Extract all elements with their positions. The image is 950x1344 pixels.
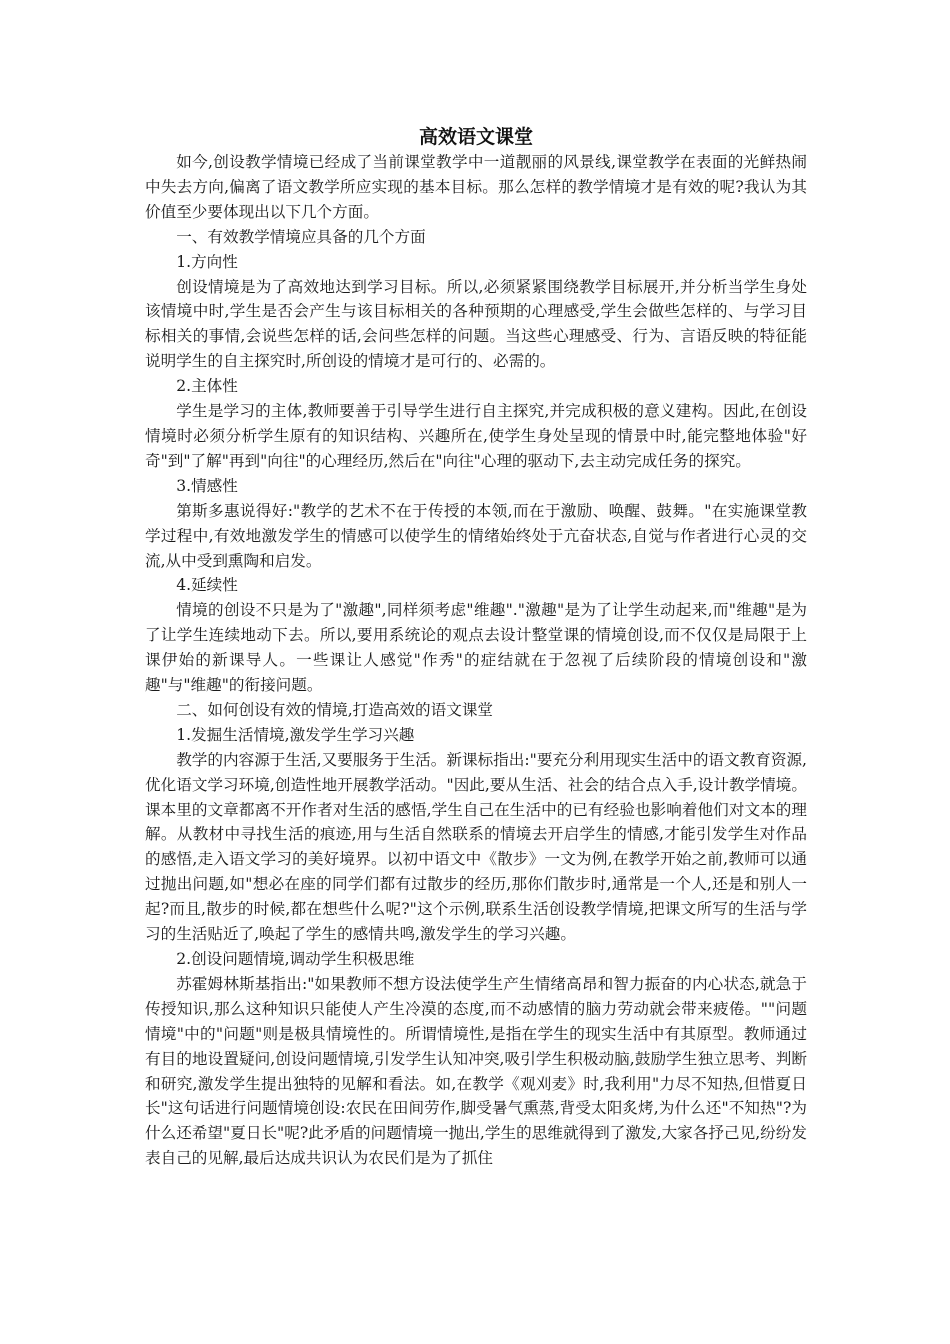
paragraph-subjectivity: 学生是学习的主体,教师要善于引导学生进行自主探究,并完成积极的意义建构。因此,在创设情境时必须分析学生原有的知识结构、兴趣所在,使学生身处呈现的情景中时,能完整地体验"好奇"到"了解"再到"向往"的心理经历,然后在"向往"心理的驱动下,去主动完成任务的探究。 [145,402,807,470]
section-heading-1: 一、有效教学情境应具备的几个方面 [176,227,426,246]
subheading-continuity: 4.延续性 [176,576,238,595]
document-title: 高效语文课堂 [418,126,533,148]
paragraph-continuity: 情境的创设不只是为了"激趣",同样须考虑"维趣"."激趣"是为了让学生动起来,而"维趣"是为了让学生连续地动下去。所以,要用系统论的观点去设计整堂课的情境创设,而不仅仅是局限于上课伊始的新课导人。一些课让人感觉"作秀"的症结就在于忽视了后续阶段的情境创设和"激趣"与"维趣"的衔接问题。 [145,601,807,695]
paragraph-direction: 创设情境是为了高效地达到学习目标。所以,必须紧紧围绕教学目标展开,并分析当学生身处该情境中时,学生是否会产生与该目标相关的各种预期的心理感受,学生会做些怎样的、与学习目标相关的事情,会说些怎样的话,会问些怎样的问题。当这些心理感受、行为、言语反映的特征能说明学生的自主探究时,所创设的情境才是可行的、必需的。 [145,277,807,371]
paragraph-problem-situation: 苏霍姆林斯基指出:"如果教师不想方设法使学生产生情绪高昂和智力振奋的内心状态,就急于传授知识,那么这种知识只能使人产生冷漠的态度,而不动感情的脑力劳动就会带来疲倦。""问题情境"中的"问题"则是极具情境性的。所谓情境性,是指在学生的现实生活中有其原型。教师通过有目的地设置疑问,创设问题情境,引发学生认知冲突,吸引学生积极动脑,鼓励学生独立思考、判断和研究,激发学生提出独特的见解和看法。如,在教学《观刈麦》时,我利用"力尽不知热,但惜夏日长"这句话进行问题情境创设:农民在田间劳作,脚受暑气熏蒸,背受太阳炙烤,为什么还"不知热"?为什么还希望"夏日长"呢?此矛盾的问题情境一抛出,学生的思维就得到了激发,大家各抒己见,纷纷发表自己的见解,最后达成共识认为农民们是为了抓住 [145,974,807,1168]
paragraph-life-situation: 教学的内容源于生活,又要服务于生活。新课标指出:"要充分利用现实生活中的语文教育资源,优化语文学习环境,创造性地开展教学活动。"因此,要从生活、社会的结合点入手,设计教学情境。课本里的文章都离不开作者对生活的感悟,学生自己在生活中的已有经验也影响着他们对文本的理解。从教材中寻找生活的痕迹,用与生活自然联系的情境去开启学生的情感,才能引发学生对作品的感悟,走入语文学习的美好境界。以初中语文中《散步》一文为例,在教学开始之前,教师可以通过抛出问题,如"想必在座的同学们都有过散步的经历,那你们散步时,通常是一个人,还是和别人一起?而且,散步的时候,都在想些什么呢?"这个示例,联系生活创设教学情境,把课文所写的生活与学习的生活贴近了,唤起了学生的感情共鸣,激发学生的学习兴趣。 [145,750,807,944]
subheading-direction: 1.方向性 [176,252,238,271]
subheading-emotion: 3.情感性 [176,476,238,495]
subheading-problem-situation: 2.创设问题情境,调动学生积极思维 [176,950,415,968]
subheading-life-situation: 1.发掘生活情境,激发学生学习兴趣 [176,725,415,744]
paragraph-emotion: 第斯多惠说得好:"教学的艺术不在于传授的本领,而在于激励、唤醒、鼓舞。"在实施课堂教学过程中,有效地激发学生的情感可以使学生的情绪始终处于亢奋状态,自觉与作者进行心灵的交流,从中受到熏陶和启发。 [145,501,807,570]
subheading-subjectivity: 2.主体性 [176,377,238,396]
intro-paragraph: 如今,创设教学情境已经成了当前课堂教学中一道靓丽的风景线,课堂教学在表面的光鲜热闹中失去方向,偏离了语文教学所应实现的基本目标。那么怎样的教学情境才是有效的呢?我认为其价值至少要体现出以下几个方面。 [145,153,807,221]
section-heading-2: 二、如何创设有效的情境,打造高效的语文课堂 [176,700,494,719]
document-page [145,124,807,1171]
